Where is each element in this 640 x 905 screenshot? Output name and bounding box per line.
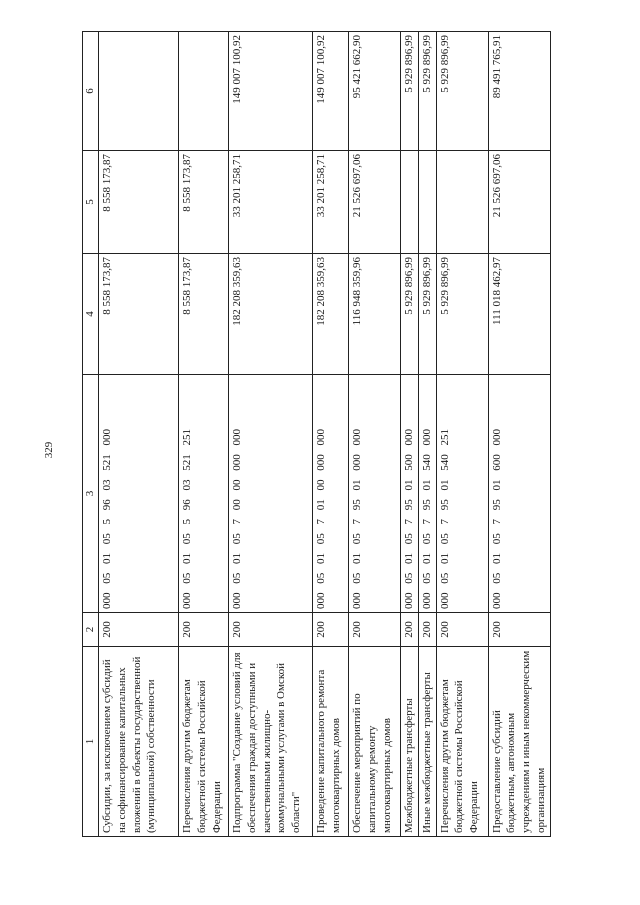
page-number: 329 [43, 441, 55, 459]
row-name: Обеспечение мероприятий по капитальному ремонту многоквартирных домов [348, 647, 400, 837]
row-col4: 5 929 896,99 [418, 254, 436, 375]
row-name: Межбюджетные трансферты [400, 647, 418, 837]
table-row [436, 32, 488, 837]
row-code: 000 05 01 05 7 01 00 000 000 [312, 375, 348, 613]
row-name: Проведение капитального ремонта многоквартирных домов [312, 647, 348, 837]
header-col-3: 3 [83, 375, 99, 613]
row-col6: 89 491 765,91 [488, 32, 550, 151]
row-col5: 8 558 173,87 [98, 151, 178, 254]
row-col2: 200 [178, 613, 228, 647]
rotated-table-container [82, 32, 622, 837]
row-col6 [98, 32, 178, 151]
header-col-5: 5 [83, 151, 99, 254]
table-row [312, 32, 348, 837]
table-row [98, 32, 178, 837]
row-col6: 5 929 896,99 [418, 32, 436, 151]
row-col5 [418, 151, 436, 254]
table-row [400, 32, 418, 837]
row-col5: 8 558 173,87 [178, 151, 228, 254]
row-col2: 200 [488, 613, 550, 647]
row-col5: 21 526 697,06 [348, 151, 400, 254]
header-col-4: 4 [83, 254, 99, 375]
row-col4: 116 948 359,96 [348, 254, 400, 375]
row-code: 000 05 01 05 7 95 01 000 000 [348, 375, 400, 613]
row-col6 [178, 32, 228, 151]
row-col5: 33 201 258,71 [312, 151, 348, 254]
row-col5: 21 526 697,06 [488, 151, 550, 254]
row-col5 [436, 151, 488, 254]
row-col4: 5 929 896,99 [436, 254, 488, 375]
row-col6: 95 421 662,90 [348, 32, 400, 151]
row-col4: 111 018 462,97 [488, 254, 550, 375]
header-row [83, 32, 99, 837]
row-col2: 200 [436, 613, 488, 647]
row-name: Субсидии, за исключением субсидий на софинансирование капитальных вложений в объекты государственной (муниципальной) собственности [98, 647, 178, 837]
row-col2: 200 [400, 613, 418, 647]
row-col6: 5 929 896,99 [400, 32, 418, 151]
row-name: Подпрограмма "Создание условий для обеспечения граждан доступными и качественными жилищно-коммунальными услугами в Омской области" [228, 647, 312, 837]
row-col6: 149 007 100,92 [312, 32, 348, 151]
row-col4: 5 929 896,99 [400, 254, 418, 375]
row-col4: 8 558 173,87 [178, 254, 228, 375]
row-name: Перечисления другим бюджетам бюджетной системы Российской Федерации [178, 647, 228, 837]
row-col2: 200 [312, 613, 348, 647]
row-col5 [400, 151, 418, 254]
row-col4: 8 558 173,87 [98, 254, 178, 375]
table-row [348, 32, 400, 837]
row-col5: 33 201 258,71 [228, 151, 312, 254]
row-code: 000 05 01 05 7 95 01 540 251 [436, 375, 488, 613]
row-col4: 182 208 359,63 [312, 254, 348, 375]
budget-table [82, 31, 551, 837]
table-row [488, 32, 550, 837]
row-code: 000 05 01 05 7 95 01 540 000 [418, 375, 436, 613]
row-col4: 182 208 359,63 [228, 254, 312, 375]
row-col2: 200 [348, 613, 400, 647]
row-code: 000 05 01 05 7 00 00 000 000 [228, 375, 312, 613]
row-col2: 200 [228, 613, 312, 647]
row-code: 000 05 01 05 5 96 03 521 251 [178, 375, 228, 613]
table-frame [82, 32, 622, 837]
header-col-2: 2 [83, 613, 99, 647]
row-col6: 5 929 896,99 [436, 32, 488, 151]
row-col6: 149 007 100,92 [228, 32, 312, 151]
header-col-1: 1 [83, 647, 99, 837]
row-name: Предоставление субсидий бюджетным, автономным учреждениям и иным некоммерческим организациям [488, 647, 550, 837]
row-name: Перечисления другим бюджетам бюджетной системы Российской Федерации [436, 647, 488, 837]
row-code: 000 05 01 05 7 95 01 600 000 [488, 375, 550, 613]
row-col2: 200 [418, 613, 436, 647]
table-row [178, 32, 228, 837]
row-code: 000 05 01 05 5 96 03 521 000 [98, 375, 178, 613]
table-row [418, 32, 436, 837]
row-col2: 200 [98, 613, 178, 647]
header-col-6: 6 [83, 32, 99, 151]
table-row [228, 32, 312, 837]
row-name: Иные межбюджетные трансферты [418, 647, 436, 837]
row-code: 000 05 01 05 7 95 01 500 000 [400, 375, 418, 613]
